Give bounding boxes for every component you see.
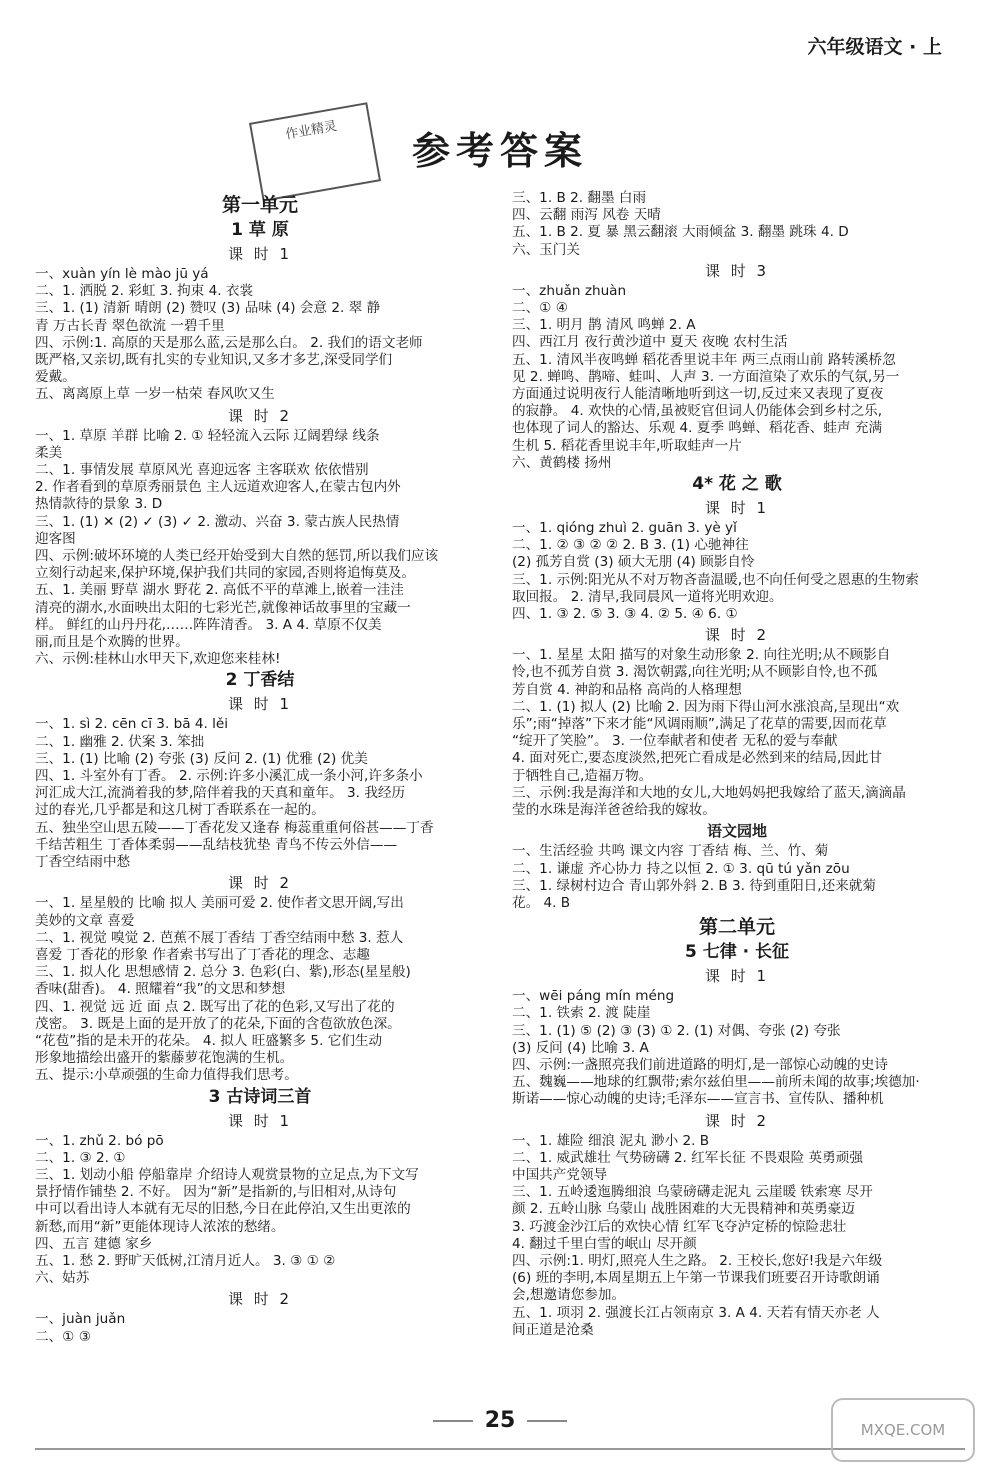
right-column: [512, 190, 962, 1339]
answer-line: 一、1. 草原 羊群 比喻 2. ① 轻轻流入云际 辽阔碧绿 线条: [35, 427, 380, 444]
answer-line: 二、① ③: [35, 1328, 91, 1345]
answer-line: 四、1. 斗室外有丁香。 2. 示例:许多小溪汇成一条小河,许多条小: [35, 768, 423, 785]
grade-header: 六年级语文 · 上: [807, 36, 942, 58]
answer-line: 美妙的文章 喜爱: [35, 912, 135, 929]
answer-line: 三、1. 明月 鹊 清风 鸣蝉 2. A: [512, 317, 696, 334]
answer-line: 四、示例:1. 高原的天是那么蓝,云是那么白。 2. 我们的语文老师: [35, 334, 423, 351]
page-title: 参考答案: [411, 129, 588, 173]
answer-line: 一、wēi páng mín méng: [512, 988, 675, 1005]
answer-line: 四、1. ③ 2. ⑤ 3. ③ 4. ② 5. ④ 6. ①: [512, 606, 738, 623]
answer-line: 柔美: [35, 444, 63, 461]
answer-line: 一、1. 星星般的 比喻 拟人 美丽可爱 2. 使作者文思开阔,写出: [35, 895, 404, 912]
lesson-heading: 2 丁香结: [225, 670, 295, 691]
answer-line: 取回报。 2. 清早,我同晨风一道将光明欢迎。: [512, 588, 783, 605]
answer-line: 五、独坐空山思五陵——丁香花发又逢春 梅蕊重重何俗甚——丁香: [35, 819, 434, 836]
lesson-period-heading: 课 时 1: [227, 245, 293, 263]
answer-line: 四、示例:破坏环境的人类已经开始受到大自然的惩罚,所以我们应该: [35, 548, 439, 565]
answer-line: 二、1. 威武雄壮 气势磅礴 2. 红军长征 不畏艰险 英勇顽强: [512, 1149, 863, 1166]
answer-line: 一、zhuǎn zhuàn: [512, 282, 627, 299]
answer-line: 乐”;雨“掉落”下来才能“风调雨顺”,满足了花草的需要,因而花草: [512, 716, 887, 733]
answer-line: 二、1. 洒脱 2. 彩虹 3. 拘束 4. 衣裳: [35, 283, 254, 300]
answer-line: 方面通过说明夜行人能清晰地听到这一切,反过来又表现了夏夜: [512, 386, 884, 403]
answer-line: 样。 鲜红的山丹丹花,……阵阵清香。 3. A 4. 草原不仅美: [35, 616, 382, 633]
answer-line: 五、1. 美丽 野草 湖水 野花 2. 高低不平的草滩上,嵌着一洼洼: [35, 582, 404, 599]
answer-line: 四、示例:一盏照亮我们前进道路的明灯,是一部惊心动魄的史诗: [512, 1056, 888, 1073]
lesson-period-heading: 课 时 1: [227, 695, 293, 714]
section-heading: 语文园地: [706, 822, 767, 841]
answer-line: 二、1. ③ 2. ①: [35, 1149, 126, 1166]
lesson-period-heading: 课 时 2: [227, 406, 293, 425]
answer-line: 景抒情作铺垫 2. 不好。 因为“新”是指新的,与旧相对,从诗句: [35, 1184, 397, 1201]
answer-line: 五、1. 愁 2. 野旷天低树,江清月近人。 3. ③ ① ②: [35, 1252, 336, 1269]
answer-line: (6) 班的李明,本周星期五上午第一节课我们班要召开诗歌朗诵: [512, 1270, 880, 1287]
answer-line: 三、1. 拟人化 思想感情 2. 总分 3. 色彩(白、紫),形态(星星般): [35, 964, 411, 981]
answer-line: 莹的水珠是海洋爸爸给我的嫁妆。: [512, 802, 716, 819]
answer-line: 三、1. (1) ⑤ (2) ③ (3) ① 2. (1) 对偶、夸张 (2) 夸张: [512, 1022, 841, 1039]
answer-line: 的寂静。 4. 欢快的心情,虽被贬官但词人仍能体会到乡村之乐,: [512, 403, 883, 420]
answer-line: 间正道是沧桑: [512, 1321, 594, 1338]
answer-line: 四、西江月 夜行黄沙道中 夏天 夜晚 农村生活: [512, 334, 788, 351]
answer-line: 丽,而且是个欢腾的世界。: [35, 634, 189, 651]
answer-line: 一、1. 雄险 细浪 泥丸 渺小 2. B: [512, 1132, 710, 1149]
answer-line: 颜 2. 五岭山脉 乌蒙山 战胜困难的大无畏精神和英勇豪迈: [512, 1201, 855, 1218]
answer-line: 二、1. 幽雅 2. 伏案 3. 笨拙: [35, 733, 205, 750]
answer-line: 于牺牲自己,造福万物。: [512, 767, 653, 784]
answer-line: 香味(甜香)。 4. 照耀着“我”的文思和梦想: [35, 981, 286, 998]
answer-line: 四、1. 视觉 远 近 面 点 2. 既写出了花的色彩,又写出了花的: [35, 998, 395, 1015]
answer-line: 一、1. qióng zhuì 2. guān 3. yè yǐ: [512, 520, 737, 537]
answer-line: 清亮的湖水,水面映出太阳的七彩光芒,就像神话故事里的宝藏一: [35, 599, 411, 616]
answer-line: 也体现了词人的豁达、乐观 4. 夏季 鸣蝉、稻花香、蛙声 充满: [512, 420, 883, 437]
answer-line: 五、离离原上草 一岁一枯荣 春风吹又生: [35, 386, 275, 403]
unit-heading: 第二单元: [698, 916, 775, 939]
answer-line: 一、生活经验 共鸣 课文内容 丁香结 梅、兰、竹、菊: [512, 843, 829, 860]
watermark-logo: MXQE.COM: [831, 1398, 975, 1462]
lesson-heading: 5 七律 · 长征: [684, 942, 790, 963]
answer-line: 过的春光,几乎都是和这几树丁香联系在一起的。: [35, 802, 325, 819]
answer-line: 青 万古长青 翠色欲流 一碧千里: [35, 317, 225, 334]
answer-line: 茂密。 3. 既是上面的是开放了的花朵,下面的含苞欲放色深。: [35, 1015, 401, 1032]
lesson-period-heading: 课 时 2: [227, 1290, 293, 1309]
lesson-period-heading: 课 时 3: [704, 261, 770, 280]
answer-line: “花苞”指的是未开的花朵。 4. 拟人 旺盛繁多 5. 它们生动: [35, 1032, 383, 1049]
lesson-heading: 4* 花 之 歌: [692, 474, 782, 495]
lesson-period-heading: 课 时 2: [704, 626, 770, 645]
answer-line: 丁香空结雨中愁: [35, 854, 131, 871]
answer-line: 一、1. 星星 太阳 描写的对象生动形象 2. 向往光明;从不顾影自: [512, 647, 891, 664]
answer-line: 二、1. 事情发展 草原风光 喜迎远客 主客联欢 依依惜别: [35, 462, 369, 479]
page-number: 25: [0, 1408, 1000, 1433]
answer-line: 五、提示:小草顽强的生命力值得我们思考。: [35, 1067, 298, 1084]
unit-heading: 第一单元: [221, 194, 298, 216]
answer-line: 五、1. 项羽 2. 强渡长江占领南京 3. A 4. 天若有情天亦老 人: [512, 1304, 880, 1321]
answer-line: 4. 面对死亡,要态度淡然,把死亡看成是必然到来的结局,因此甘: [512, 750, 883, 767]
answer-line: 二、1. 谦虚 齐心协力 持之以恒 2. ① 3. qū tú yǎn zōu: [512, 860, 850, 877]
lesson-period-heading: 课 时 2: [704, 1111, 770, 1130]
answer-line: 三、1. (1) ✕ (2) ✓ (3) ✓ 2. 激动、兴奋 3. 蒙古族人民热情: [35, 513, 400, 530]
answer-line: 热情款待的景象 3. D: [35, 496, 163, 513]
answer-line: 中可以看出诗人本就有无尽的旧愁,今日在此停泊,又生出更浓的: [35, 1201, 411, 1218]
answer-line: 一、1. sì 2. cēn cī 3. bā 4. lěi: [35, 716, 229, 733]
answer-line: 六、黄鹤楼 扬州: [512, 454, 612, 471]
footer-rule: [35, 1448, 965, 1450]
lesson-period-heading: 课 时 2: [227, 874, 293, 893]
answer-line: 四、五言 建德 家乡: [35, 1235, 153, 1252]
lesson-period-heading: 课 时 1: [704, 967, 770, 986]
answer-line: 迎客图: [35, 530, 76, 547]
answer-line: 立刻行动起来,保护环境,保护我们共同的家园,否则将追悔莫及。: [35, 565, 415, 582]
answer-line: (3) 反问 (4) 比喻 3. A: [512, 1039, 649, 1056]
answer-line: 四、云翻 雨泻 风卷 天晴: [512, 207, 661, 224]
answer-line: 斯诺——惊心动魄的史诗;毛泽东——宣言书、宣传队、播种机: [512, 1091, 884, 1108]
answer-line: 会,想邀请您参加。: [512, 1287, 626, 1304]
answer-line: 三、1. 绿树村边合 青山郭外斜 2. B 3. 待到重阳日,还来就菊: [512, 877, 876, 894]
answer-line: 一、juàn juǎn: [35, 1311, 126, 1328]
answer-line: 六、示例:桂林山水甲天下,欢迎您来桂林!: [35, 651, 281, 668]
answer-line: 河汇成大江,流淌着我的梦,陪伴着我的天真和童年。 3. 我经历: [35, 785, 406, 802]
answer-line: 二、① ④: [512, 300, 568, 317]
answer-line: 生机 5. 稻花香里说丰年,听取蛙声一片: [512, 437, 742, 454]
lesson-period-heading: 课 时 1: [704, 499, 770, 518]
answer-line: 芳自赏 4. 神韵和品格 高尚的人格理想: [512, 681, 742, 698]
answer-line: 五、1. B 2. 夏 暴 黑云翻滚 大雨倾盆 3. 翻墨 跳珠 4. D: [512, 224, 849, 241]
answer-line: 中国共产党领导: [512, 1166, 608, 1183]
answer-line: 六、玉门关: [512, 241, 580, 258]
answer-line: 3. 巧渡金沙江后的欢快心情 红军飞夺泸定桥的惊险悲壮: [512, 1218, 847, 1235]
answer-line: 千结苦粗生 丁香体柔弱——乱结枝犹垫 青鸟不传云外信——: [35, 836, 398, 853]
answer-line: 花。 4. B: [512, 894, 571, 911]
answer-line: 二、1. (1) 拟人 (2) 比喻 2. 因为雨下得山河水涨浪高,呈现出“欢: [512, 698, 900, 715]
answer-line: 形象地描绘出盛开的紫藤萝花饱满的生机。: [35, 1050, 294, 1067]
answer-line: 四、示例:1. 明灯,照亮人生之路。 2. 王校长,您好!我是六年级: [512, 1252, 883, 1269]
answer-line: 见 2. 蝉鸣、鹊啼、蛙叫、人声 3. 一方面渲染了欢乐的气氛,另一: [512, 368, 900, 385]
answer-line: 新愁,而用“新”更能体现诗人浓浓的愁绪。: [35, 1218, 285, 1235]
answer-line: 2. 作者看到的草原秀丽景色 主人远道欢迎客人,在蒙古包内外: [35, 479, 401, 496]
answer-line: 4. 翻过千里白雪的岷山 尽开颜: [512, 1235, 697, 1252]
answer-line: 喜爱 丁香花的形象 作者索书写出了丁香花的理念、志趣: [35, 946, 370, 963]
answer-line: 既严格,又亲切,既有扎实的专业知识,又多才多艺,深受同学们: [35, 352, 393, 369]
answer-line: 三、1. B 2. 翻墨 白雨: [512, 190, 647, 206]
answer-line: 一、1. zhǔ 2. bó pō: [35, 1132, 164, 1149]
answer-line: 怜,也不孤芳自赏 3. 渴饮朝露,向往光明;从不顾影自怜,也不孤: [512, 664, 878, 681]
answer-line: 五、魏巍——地球的红飘带;索尔兹伯里——前所未闻的故事;埃德加·: [512, 1074, 920, 1091]
answer-line: 三、示例:我是海洋和大地的女儿,大地妈妈把我嫁给了蓝天,滴滴晶: [512, 784, 906, 801]
answer-line: 爱戴。: [35, 369, 76, 386]
answer-line: 三、1. 五岭逶迤腾细浪 乌蒙磅礴走泥丸 云崖暖 铁索寒 尽开: [512, 1184, 873, 1201]
answer-line: 三、1. 划动小船 停船靠岸 介绍诗人观赏景物的立足点,为下文写: [35, 1166, 419, 1183]
stamp-text: 作业精灵: [284, 118, 339, 143]
answer-line: (2) 孤芳自赏 (3) 硕大无朋 (4) 顾影自怜: [512, 554, 755, 571]
answer-line: 二、1. 铁索 2. 渡 陡崖: [512, 1005, 651, 1022]
lesson-period-heading: 课 时 1: [227, 1111, 293, 1130]
answer-line: 一、xuàn yín lè mào jū yá: [35, 266, 209, 282]
answer-line: 二、1. ② ③ ② ② 2. B 3. (1) 心驰神往: [512, 537, 749, 554]
answer-line: 六、姑苏: [35, 1270, 90, 1287]
answer-line: 三、1. 示例:阳光从不对万物吝啬温暖,也不向任何受之恩惠的生物索: [512, 571, 919, 588]
lesson-heading: 3 古诗词三首: [208, 1086, 312, 1107]
answer-line: 五、1. 清风半夜鸣蝉 稻花香里说丰年 两三点雨山前 路转溪桥忽: [512, 351, 896, 368]
answer-line: 三、1. (1) 清新 晴朗 (2) 赞叹 (3) 品味 (4) 会意 2. 翠 静: [35, 300, 381, 317]
answer-line: 二、1. 视觉 嗅觉 2. 芭蕉不展丁香结 丁香空结雨中愁 3. 惹人: [35, 929, 404, 946]
answer-line: 三、1. (1) 比喻 (2) 夸张 (3) 反问 2. (1) 优雅 (2) 优美: [35, 750, 368, 767]
lesson-heading: 1 草 原: [231, 220, 289, 240]
left-column: [35, 190, 485, 1346]
answer-line: “绽开了笑脸”。 3. 一位奉献者和使者 无私的爱与奉献: [512, 733, 838, 750]
